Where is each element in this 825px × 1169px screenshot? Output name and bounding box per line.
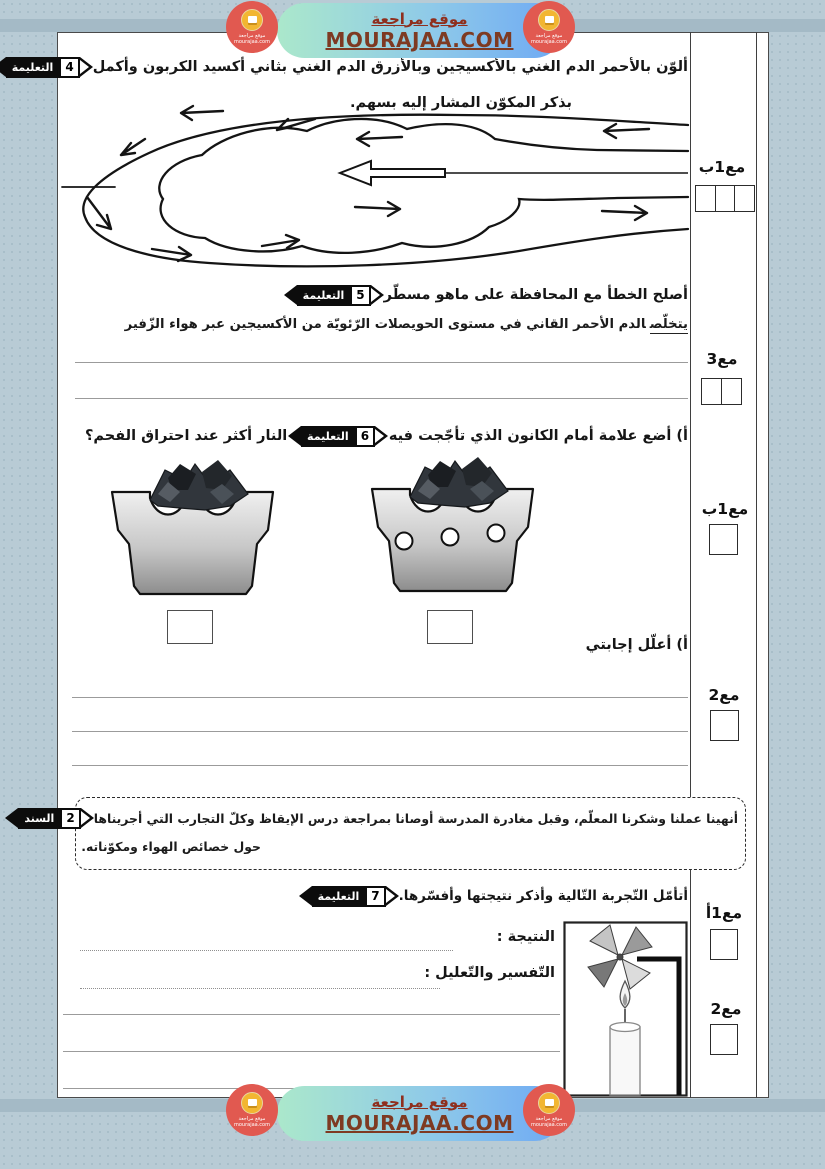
instruction-6-badge — [288, 426, 388, 447]
underlined-word: يتخلّص — [649, 317, 688, 332]
logo-caption: موقع مراجعة mourajaa.com — [233, 1115, 270, 1128]
score-label-q7a: مع1أ — [705, 904, 743, 922]
pinwheel-candle-experiment-figure — [563, 921, 688, 1097]
blood-circulation-diagram — [57, 103, 690, 273]
site-name-arabic: موقع مراجعة — [371, 9, 468, 28]
logo-caption: موقع مراجعة mourajaa.com — [233, 32, 270, 45]
badge-label: التعليمة — [312, 886, 366, 907]
instruction-6-row — [85, 423, 688, 449]
site-logo-badge — [226, 1, 278, 53]
answer-line — [72, 731, 688, 732]
instruction-6-text-end: النار أكثر عند احتراق الفحم؟ — [85, 428, 288, 444]
logo-icon — [538, 1092, 560, 1114]
footer-brand-banner — [277, 1086, 562, 1141]
statement-rest: الدم الأحمر القاني في مستوى الحويصلات الرّئويّة من الأكسيجين عبر هواء الزّفير — [124, 317, 646, 332]
score-box — [721, 378, 742, 405]
arrow-tip-icon — [288, 426, 301, 446]
score-label-q7b: مع2 — [710, 1000, 742, 1018]
arrow-tip-icon — [299, 886, 312, 906]
answer-line — [80, 988, 440, 989]
logo-caption: موقع مراجعة mourajaa.com — [530, 1115, 567, 1128]
score-box — [734, 185, 755, 212]
answer-line — [72, 765, 688, 766]
score-box — [710, 710, 739, 741]
header-brand-banner — [277, 3, 562, 58]
margin-outer-line — [756, 32, 757, 1098]
braziers-figure — [98, 452, 538, 607]
score-label-q6b: مع2 — [708, 686, 740, 704]
score-box — [709, 524, 738, 555]
site-name-english: MOURAJAA.COM — [325, 27, 514, 52]
badge-number: 4 — [59, 57, 79, 78]
support-text-line1: أنهينا عملنا وشكرنا المعلّم، وقبل مغادرة المدرسة أوصانا بمراجعة درس الإيقاظ وكلّ التجارب التي أجريناها — [93, 810, 738, 826]
justify-answer-label: أ) أعلّل إجابتي — [585, 637, 688, 653]
brazier-answer-box-left — [167, 610, 213, 644]
pencil-tip-icon — [386, 886, 399, 906]
badge-number: 7 — [365, 886, 385, 907]
answer-line — [75, 362, 688, 363]
badge-number: 2 — [60, 808, 80, 829]
score-label-q4: مع1ب — [698, 158, 746, 176]
explanation-label: التّفسير والتّعليل : — [424, 965, 555, 981]
book-icon — [248, 16, 257, 23]
instruction-6-text-start: أ) أضع علامة أمام الكانون الذي تأجّجت فيه — [388, 428, 688, 444]
support-text-line2: حول خصائص الهواء ومكوّناته. — [81, 839, 261, 854]
answer-line — [80, 950, 453, 951]
brazier-with-holes — [372, 457, 533, 591]
badge-label: التعليمة — [301, 426, 355, 447]
charcoal-icon — [410, 457, 508, 507]
book-icon — [248, 1099, 257, 1106]
statement-to-correct — [95, 317, 688, 332]
score-boxes-q5 — [703, 378, 742, 405]
instruction-5-row — [302, 283, 688, 307]
support-badge — [5, 808, 93, 829]
site-logo-badge — [226, 1084, 278, 1136]
instruction-4-text: ألوّن بالأحمر الدم الغني بالأكسيجين وبالأزرق الدم الغني بثاني أكسيد الكربون وأكمل — [92, 59, 688, 75]
air-arrow-icon — [340, 161, 445, 185]
support-row — [24, 806, 738, 830]
charcoal-icon — [150, 460, 248, 510]
site-name-arabic: موقع مراجعة — [371, 1092, 468, 1111]
score-boxes-q4 — [697, 185, 755, 212]
badge-number: 6 — [355, 426, 375, 447]
instruction-7-row — [317, 883, 688, 909]
badge-number: 5 — [350, 285, 370, 306]
brazier-closed — [112, 460, 273, 594]
site-name-english: MOURAJAA.COM — [325, 1110, 514, 1135]
score-label-q5: مع3 — [706, 350, 738, 368]
score-box — [695, 185, 716, 212]
site-logo-badge — [523, 1, 575, 53]
site-logo-badge — [523, 1084, 575, 1136]
badge-label: التعليمة — [297, 285, 351, 306]
instruction-4-badge — [0, 57, 93, 78]
score-box — [710, 1024, 738, 1055]
arrow-tip-icon — [284, 285, 297, 305]
brazier-answer-box-right — [427, 610, 473, 644]
answer-line — [63, 1051, 560, 1052]
score-label-q6a: مع1ب — [701, 500, 749, 518]
answer-line — [63, 1014, 560, 1015]
support-text-box — [24, 797, 746, 870]
instruction-4-text-line2: بذكر المكوّن المشار إليه بسهم. — [350, 95, 572, 111]
book-icon — [545, 16, 554, 23]
logo-icon — [538, 9, 560, 31]
book-icon — [545, 1099, 554, 1106]
score-box — [710, 929, 738, 960]
answer-line — [75, 398, 688, 399]
margin-divider-line — [690, 32, 691, 1098]
arrow-tip-icon — [5, 808, 18, 828]
logo-caption: موقع مراجعة mourajaa.com — [530, 32, 567, 45]
badge-label: السند — [18, 808, 60, 829]
pencil-tip-icon — [375, 426, 388, 446]
badge-label: التعليمة — [6, 57, 60, 78]
instruction-5-badge — [284, 285, 384, 306]
instruction-7-badge — [299, 886, 399, 907]
answer-line — [72, 697, 688, 698]
instruction-7-text: أتأمّل التّجربة التّالية وأذكر نتيجتها وأفسّرها. — [398, 888, 688, 904]
pencil-tip-icon — [371, 285, 384, 305]
score-box — [701, 378, 722, 405]
instruction-5-text: أصلح الخطأ مع المحافظة على ماهو مسطّر — [383, 287, 688, 303]
pencil-tip-icon — [81, 808, 94, 828]
result-label: النتيجة : — [496, 929, 555, 945]
logo-icon — [241, 1092, 263, 1114]
score-box — [715, 185, 736, 212]
instruction-4-row — [11, 55, 688, 79]
pencil-tip-icon — [80, 57, 93, 77]
logo-icon — [241, 9, 263, 31]
